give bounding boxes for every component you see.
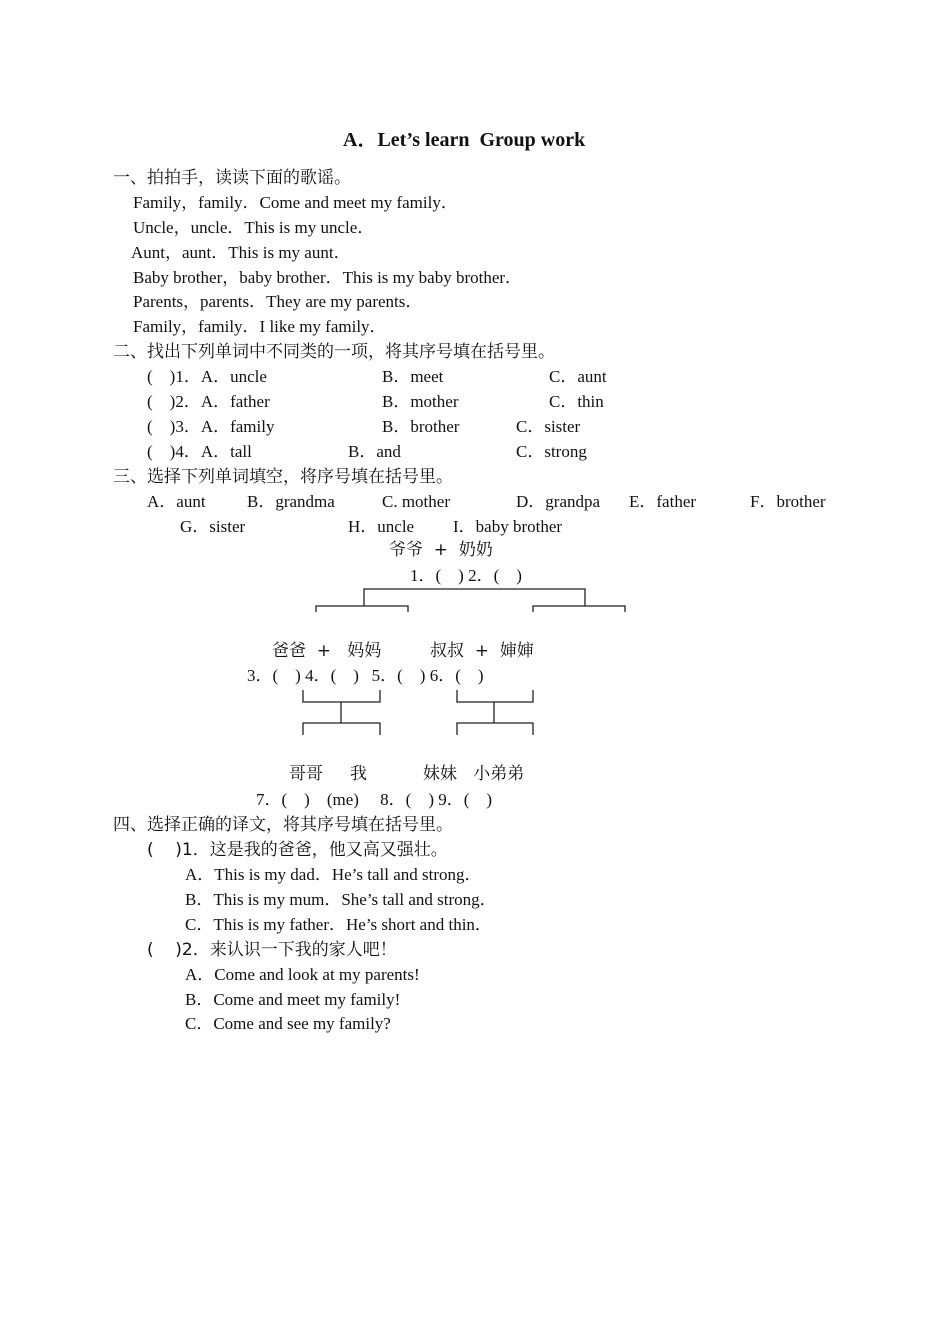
- option-b: B．mother: [382, 392, 459, 411]
- page-title: A．Let’s learn Group work: [343, 129, 586, 151]
- section-3-heading: 三、选择下列单词填空，将序号填在括号里。: [113, 467, 453, 487]
- word-option: C. mother: [382, 492, 450, 511]
- tree-top-names: 爷爷 + 奶奶: [389, 540, 493, 560]
- question-stem: ( )2．来认识一下我的家人吧！: [147, 940, 397, 960]
- chant-line: Family，family．I like my family．: [133, 317, 387, 336]
- option-b: B．and: [348, 442, 401, 461]
- word-option: I．baby brother: [453, 517, 563, 536]
- tree-mid-blanks: 3．( ) 4．( ) 5．( ) 6．( ): [247, 666, 484, 685]
- answer-option: C．This is my father．He’s short and thin．: [185, 915, 492, 934]
- option-b: B．brother: [382, 417, 460, 436]
- answer-option: B．This is my mum．She’s tall and strong．: [185, 890, 497, 909]
- answer-option: C．Come and see my family?: [185, 1014, 391, 1033]
- tree-mid-left-names: 爸爸 + 妈妈: [272, 641, 382, 661]
- question-number-a: ( )1．A．uncle: [147, 367, 267, 386]
- word-option: A．aunt: [147, 492, 206, 511]
- word-option: G．sister: [180, 517, 246, 536]
- tree-connector-top: [364, 589, 585, 606]
- answer-option: A．This is my dad．He’s tall and strong．: [185, 865, 482, 884]
- question-number-a: ( )2．A．father: [147, 392, 270, 411]
- tree-bottom-right-names: 妹妹 小弟弟: [423, 764, 525, 784]
- chant-line: Family，family．Come and meet my family．: [133, 193, 458, 212]
- question-number-a: ( )3．A．family: [147, 417, 275, 436]
- section-2-heading: 二、找出下列单词中不同类的一项，将其序号填在括号里。: [113, 342, 555, 362]
- option-c: C．strong: [516, 442, 587, 461]
- option-c: C．sister: [516, 417, 581, 436]
- option-c: C．thin: [549, 392, 604, 411]
- tree-bottom-blanks: 7．( ) (me) 8．( ) 9．( ): [256, 790, 493, 809]
- chant-line: Baby brother，baby brother．This is my baby brother．: [133, 268, 523, 287]
- word-option: E．father: [629, 492, 697, 511]
- option-b: B．meet: [382, 367, 444, 386]
- section-1-heading: 一、拍拍手，读读下面的歌谣。: [113, 168, 351, 188]
- tree-connector-right-family: [457, 690, 533, 735]
- chant-line: Aunt，aunt．This is my aunt．: [131, 243, 351, 262]
- chant-line: Parents，parents．They are my parents．: [133, 292, 423, 311]
- answer-option: A．Come and look at my parents!: [185, 965, 420, 984]
- question-stem: ( )1．这是我的爸爸，他又高又强壮。: [147, 840, 448, 860]
- question-number-a: ( )4．A．tall: [147, 442, 252, 461]
- tree-bottom-left-names: 哥哥 我: [289, 764, 368, 784]
- word-option: D．grandpa: [516, 492, 601, 511]
- chant-line: Uncle，uncle．This is my uncle．: [133, 218, 375, 237]
- tree-mid-right-names: 叔叔 + 婶婶: [430, 641, 534, 661]
- section-4-heading: 四、选择正确的译文，将其序号填在括号里。: [113, 815, 453, 835]
- answer-option: B．Come and meet my family!: [185, 990, 401, 1009]
- tree-connector-left-family: [303, 690, 380, 735]
- tree-connector-left-branch: [316, 606, 408, 612]
- word-option: H．uncle: [348, 517, 415, 536]
- word-option: B．grandma: [247, 492, 335, 511]
- word-option: F．brother: [750, 492, 826, 511]
- tree-connector-right-branch: [533, 606, 625, 612]
- tree-top-blanks: 1．( ) 2．( ): [410, 566, 522, 585]
- option-c: C．aunt: [549, 367, 607, 386]
